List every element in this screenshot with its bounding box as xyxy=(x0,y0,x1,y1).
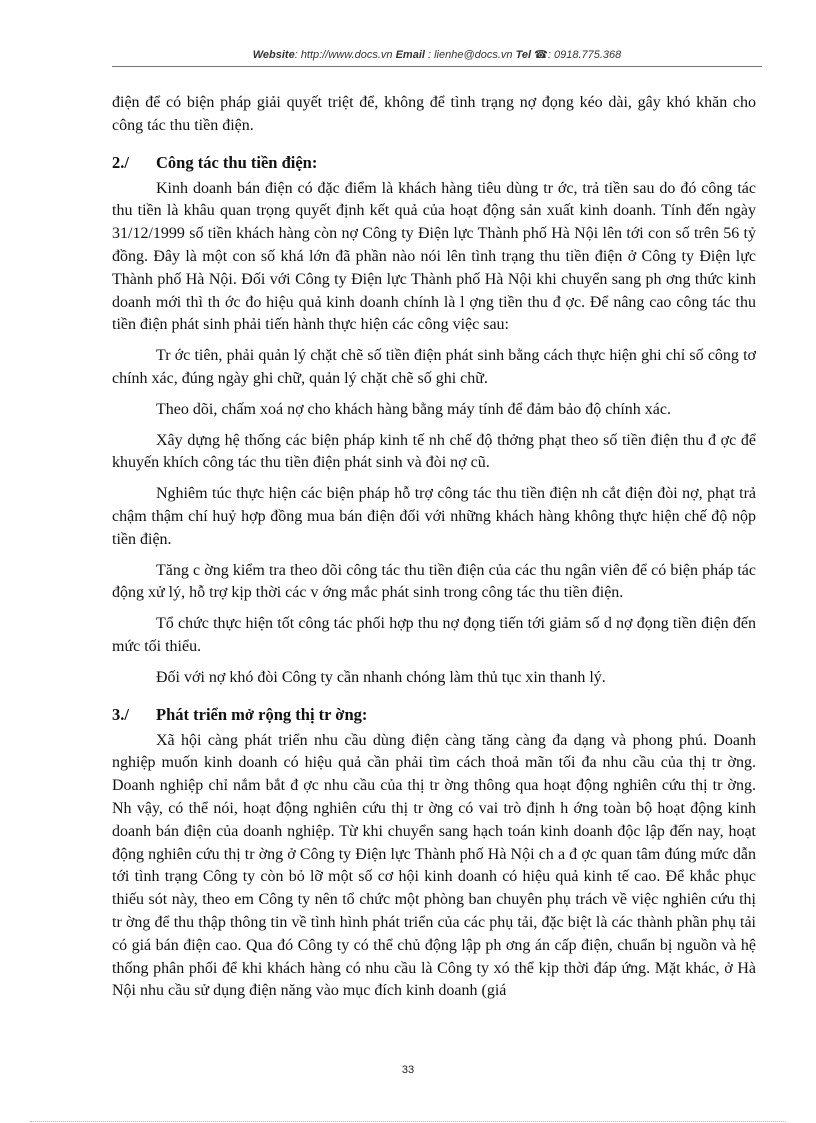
header-divider xyxy=(112,66,762,67)
page-header xyxy=(112,48,762,61)
page-number: 33 xyxy=(401,1064,415,1076)
page-body xyxy=(112,92,756,1011)
website-url[interactable]: : http://www.docs.vn xyxy=(294,49,396,61)
section-2-heading xyxy=(112,152,756,174)
section-2-number: 2./ xyxy=(112,152,129,172)
paragraph: Theo dõi, chấm xoá nợ cho khách hàng bằng máy tính để đảm bảo độ chính xác. xyxy=(156,400,671,418)
section-3-number: 3./ xyxy=(112,704,129,724)
paragraph: Đối với nợ khó đòi Công ty cần nhanh chóng làm thủ tục xin thanh lý. xyxy=(156,668,606,686)
paragraph: Xây dựng hệ thống các biện pháp kinh tế nh chế độ thởng phạt theo số tiền điện thu đ ợc để khuyến khích công tác thu tiền điện phát sinh và đòi nợ cũ. xyxy=(112,431,756,472)
section-2-title: Công tác thu tiền điện: xyxy=(156,152,318,172)
paragraph: Kinh doanh bán điện có đặc điểm là khách hàng tiêu dùng tr ớc, trả tiền sau do đó công tác thu tiền là khâu quan trọng quyết định kết quả của hoạt động sản xuất kinh doanh. Tính đến ngày 31/12/1999 số tiền khách hàng còn nợ Công ty Điện lực Thành phố Hà Nội lên tới con số trên 56 tỷ đồng. Đây là một con số khá lớn đã phần nào nói lên tình trạng thu tiền điện ở Công ty Điện lực Thành phố Hà Nội. Đối với Công ty Điện lực Thành phố Hà Nội khi chuyển sang ph ơng thức kinh doanh mới thì th ớc đo hiệu quả kinh doanh chính là l ợng tiền thu đ ợc. Để nâng cao công tác thu tiền điện phát sinh phải tiến hành thực hiện các công việc sau: xyxy=(112,179,756,334)
paragraph: Nghiêm túc thực hiện các biện pháp hỗ trợ công tác thu tiền điện nh cắt điện đòi nợ, phạt trả chậm thậm chí huỷ hợp đồng mua bán điện đối với những khách hàng không thực hiện chế độ nộp tiền điện. xyxy=(112,485,756,548)
paragraph: Tăng c ờng kiểm tra theo dõi công tác thu tiền điện của các thu ngân viên để có biện pháp tác động xử lý, hỗ trợ kịp thời các v ớng mắc phát sinh trong công tác thu tiền điện. xyxy=(112,561,756,602)
paragraph: Xã hội càng phát triển nhu cầu dùng điện càng tăng càng đa dạng và phong phú. Doanh nghiệp muốn kinh doanh có hiệu quả cần phải tìm cách thoả mãn tối đa nhu cầu của thị tr ờng. Doanh nghiệp chỉ nắm bắt đ ợc nhu cầu của thị tr ờng thông qua hoạt động nghiên cứu thị tr ờng. Nh vậy, có thể nói, hoạt động nghiên cứu thị tr ờng có vai trò định h ớng toàn bộ hoạt động kinh doanh bán điện của doanh nghiệp. Từ khi chuyển sang hạch toán kinh doanh độc lập đến nay, hoạt động nghiên cứu thị tr ờng ở Công ty Điện lực Thành phố Hà Nội ch a đ ợc quan tâm đúng mức dẫn tới tình trạng Công ty còn bỏ lỡ một số cơ hội kinh doanh có hiệu quả kinh tế cao. Để khắc phục thiếu sót này, theo em Công ty nên tổ chức một phòng ban chuyên phụ trách về việc nghiên cứu thị tr ờng để thu thập thông tin về tình hình phát triển của các phụ tải, đặc biệt là các thành phần phụ tải có giá bán điện cao. Qua đó Công ty có thể chủ động lập ph ơng án cấp điện, chuẩn bị nguồn và hệ thống phân phối để khi khách hàng có nhu cầu là Công ty xó thể kịp thời đáp ứng. Mặt khác, ở Hà Nội nhu cầu sử dụng điện năng vào mục đích kinh doanh (giá xyxy=(112,731,756,1000)
paragraph: Tr ớc tiên, phải quản lý chặt chẽ số tiền điện phát sinh bằng cách thực hiện ghi chỉ số công tơ chính xác, đúng ngày ghi chữ, quản lý chặt chẽ số ghi chữ. xyxy=(112,347,756,387)
section-3-title: Phát triển mở rộng thị tr ờng: xyxy=(156,704,368,724)
website-label: Website xyxy=(252,49,295,61)
paragraph: Tổ chức thực hiện tốt công tác phối hợp thu nợ đọng tiến tới giảm số d nợ đọng tiền điện đến mức tối thiểu. xyxy=(112,615,756,655)
email-address[interactable]: : lienhe@docs.vn xyxy=(424,49,516,61)
tel-label: Tel xyxy=(515,49,532,61)
intro-paragraph: điện để có biện pháp giải quyết triệt để, không để tình trạng nợ đọng kéo dài, gây khó khăn cho công tác thu tiền điện. xyxy=(112,94,756,134)
footer-divider xyxy=(30,1121,786,1122)
section-3-heading xyxy=(112,704,756,726)
phone-number: ☎: 0918.775.368 xyxy=(531,49,622,61)
email-label: Email xyxy=(395,49,425,61)
